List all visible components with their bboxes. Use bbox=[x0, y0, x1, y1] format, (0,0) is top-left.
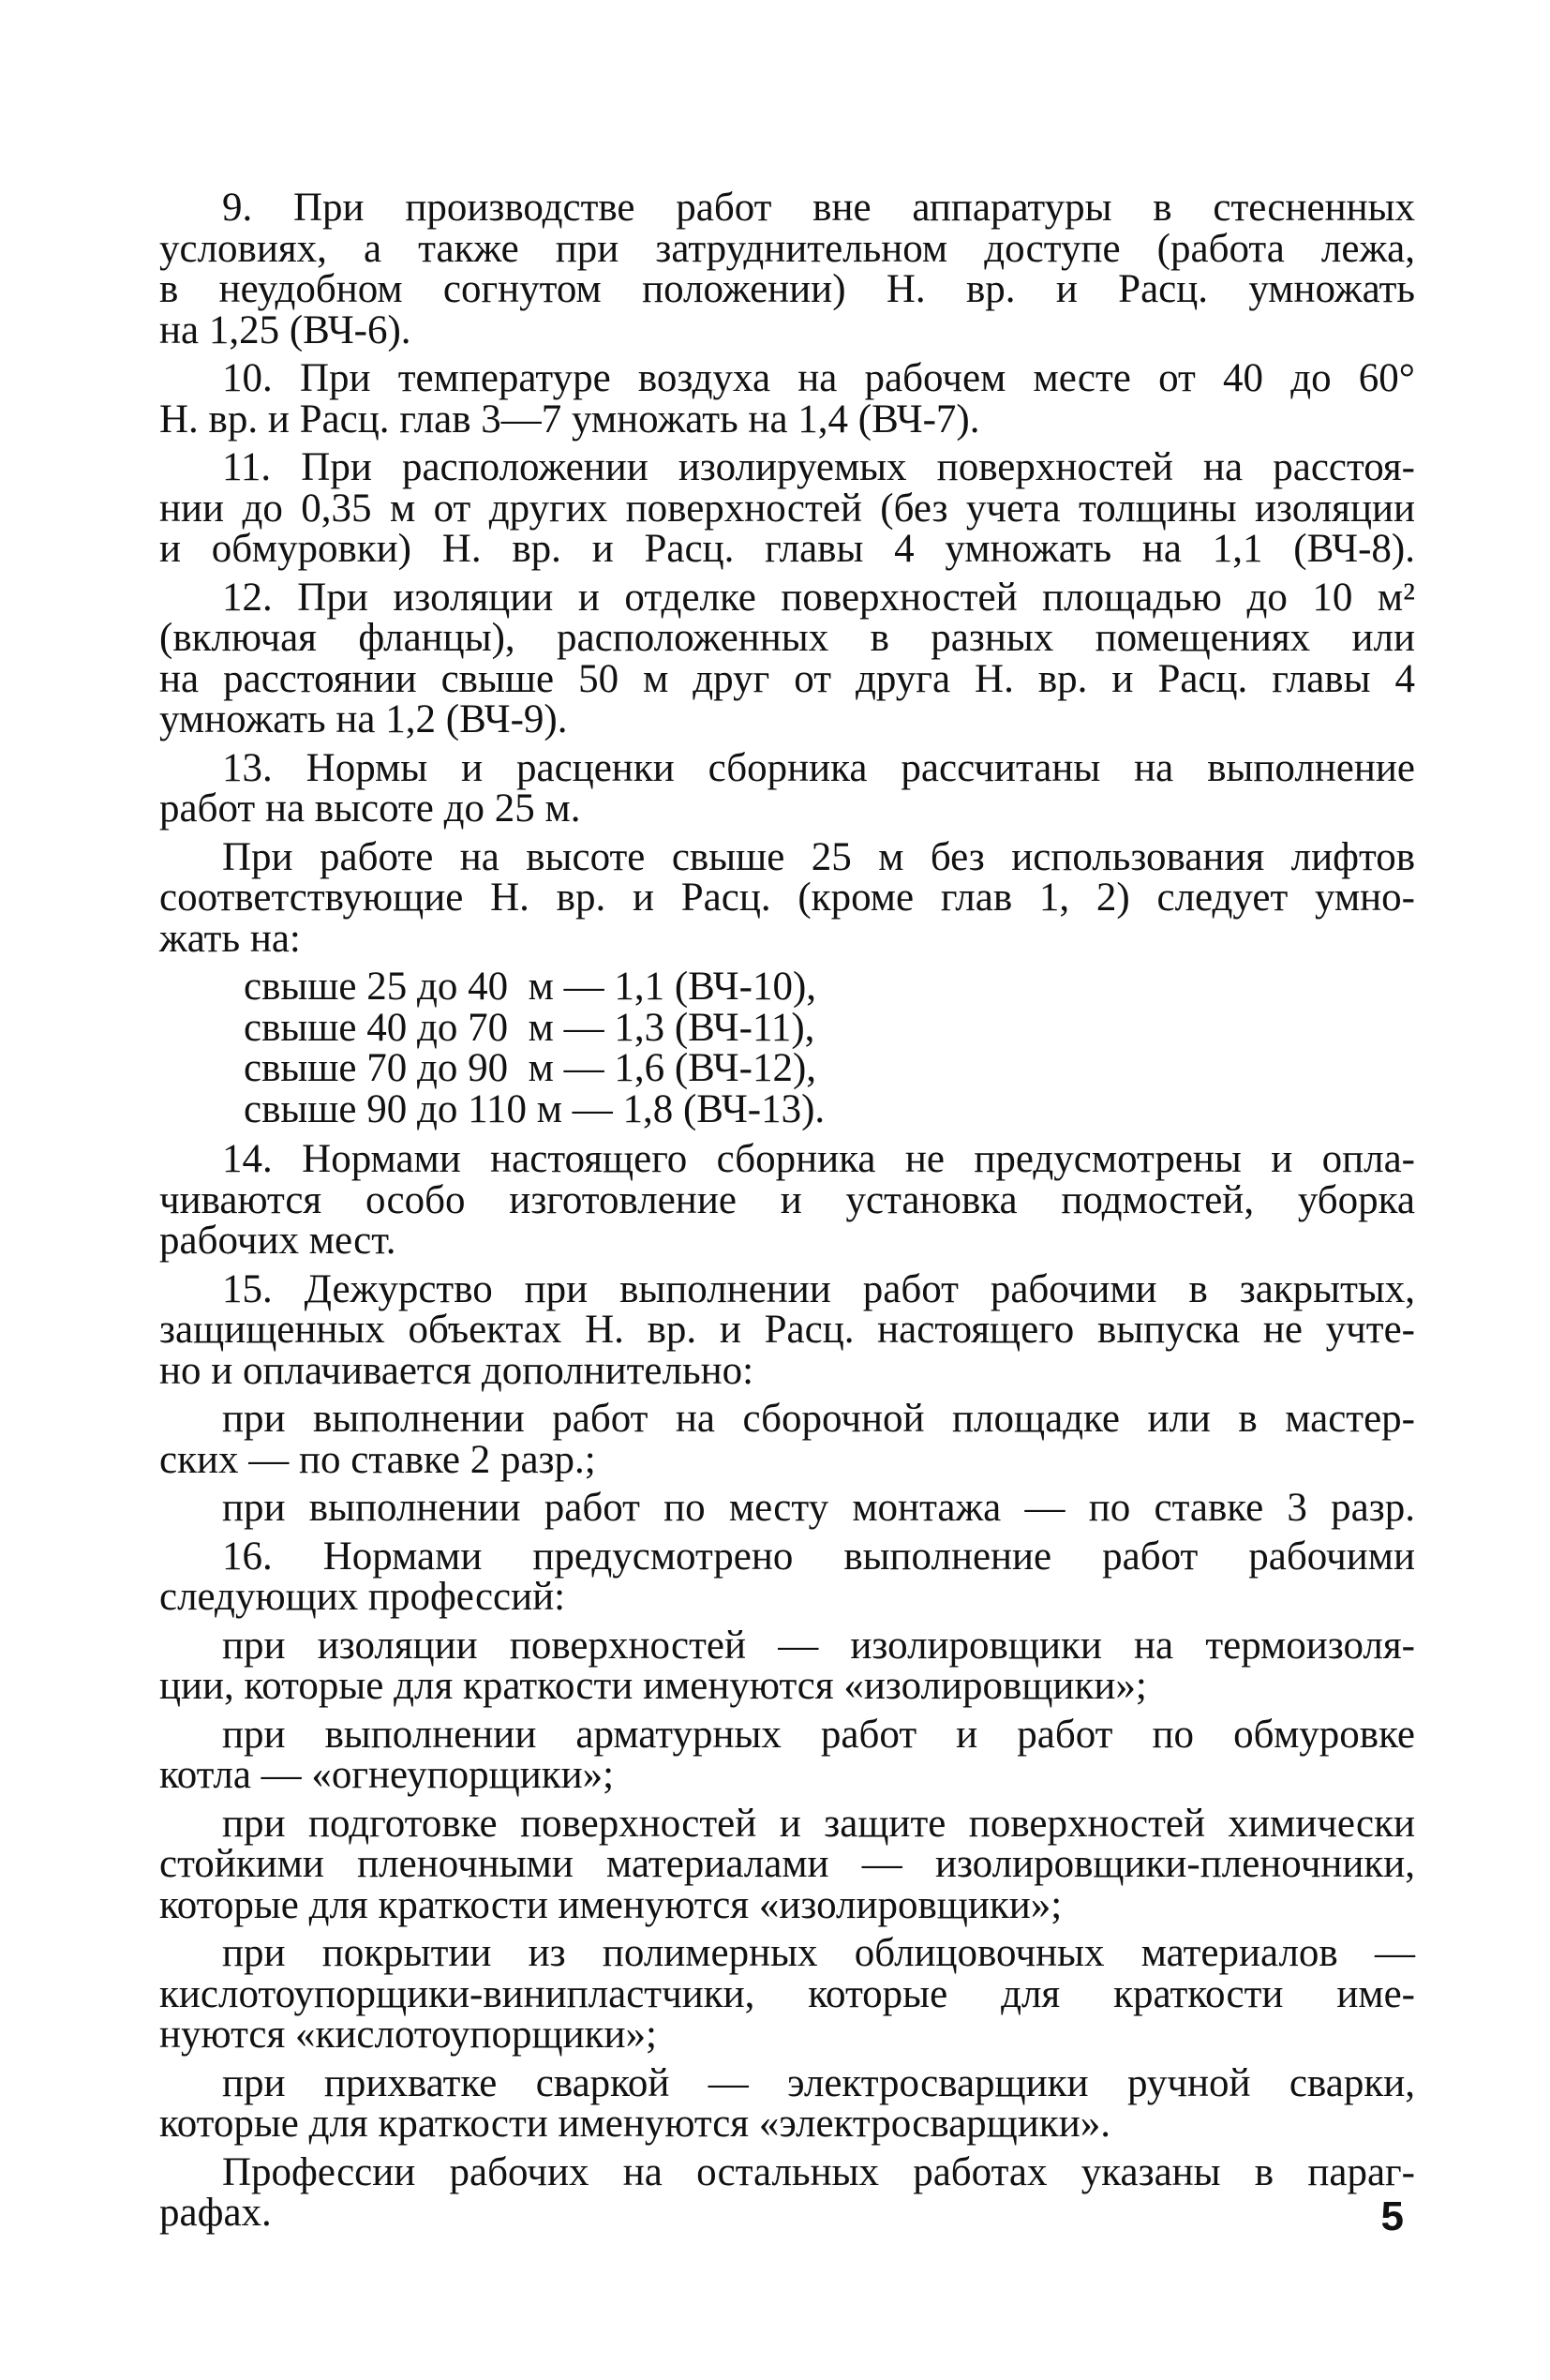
text-line: 16. Нормами предусмотрено выполнение работ рабочими bbox=[222, 1534, 1415, 1579]
paragraph-16 bbox=[159, 1536, 1415, 1618]
paragraph-12 bbox=[159, 577, 1415, 741]
paragraph-13 bbox=[159, 745, 1415, 831]
paragraph-16c bbox=[159, 1801, 1415, 1927]
paragraph-16f bbox=[159, 2149, 1415, 2235]
text-line: которые для краткости именуются «электросварщики». bbox=[159, 2102, 1110, 2146]
text-line: на расстоянии свыше 50 м друг от друга Н. вр. и Расц. главы 4 bbox=[159, 656, 1415, 701]
text-line: в неудобном согнутом положении) Н. вр. и Расц. умножать bbox=[159, 267, 1415, 311]
paragraph-16a bbox=[159, 1625, 1415, 1707]
text-line: при изоляции поверхностей — изолировщики на термоизоля- bbox=[222, 1623, 1415, 1668]
paragraph-15 bbox=[159, 1266, 1415, 1393]
text-line: 10. При температуре воздуха на рабочем месте от 40 до 60° bbox=[222, 356, 1415, 400]
text-line: 9. При производстве работ вне аппаратуры в стесненных bbox=[222, 186, 1415, 230]
multiplier-row: свыше 40 до 70 м — 1,3 (ВЧ-11), bbox=[244, 1005, 815, 1050]
multiplier-row: свыше 90 до 110 м — 1,8 (ВЧ-13). bbox=[244, 1086, 826, 1131]
text-line: нуются «кислотоупорщики»; bbox=[159, 2013, 657, 2057]
text-line: при покрытии из полимерных облицовочных материалов — bbox=[222, 1931, 1415, 1975]
text-line: соответствующие Н. вр. и Расц. (кроме глав 1, 2) следует умно- bbox=[159, 876, 1415, 920]
text-line: ции, которые для краткости именуются «изолировщики»; bbox=[159, 1664, 1147, 1708]
text-line: при выполнении арматурных работ и работ по обмуровке bbox=[222, 1712, 1415, 1757]
text-line: и обмуровки) Н. вр. и Расц. главы 4 умножать на 1,1 (ВЧ-8). bbox=[159, 527, 1415, 571]
text-line: при прихватке сваркой — электросварщики ручной сварки, bbox=[222, 2060, 1415, 2105]
paragraph-11 bbox=[159, 447, 1415, 570]
text-line: рабочих мест. bbox=[159, 1219, 396, 1263]
paragraph-10 bbox=[159, 358, 1415, 440]
paragraph-16b bbox=[159, 1714, 1415, 1796]
page-number: 5 bbox=[1380, 2193, 1404, 2239]
text-line: нии до 0,35 м от других поверхностей (без учета толщины изоляции bbox=[159, 486, 1415, 531]
paragraph-15b bbox=[159, 1488, 1415, 1529]
text-line: 14. Нормами настоящего сборника не предусмотрены и опла- bbox=[222, 1137, 1415, 1181]
text-line: (включая фланцы), расположенных в разных помещениях или bbox=[159, 616, 1415, 660]
text-line: работ на высоте до 25 м. bbox=[159, 786, 581, 831]
multiplier-row: свыше 25 до 40 м — 1,1 (ВЧ-10), bbox=[244, 965, 817, 1009]
paragraph-13-continued bbox=[159, 834, 1415, 961]
text-line: при подготовке поверхностей и защите поверхностей химически bbox=[222, 1801, 1415, 1846]
text-line: жать на: bbox=[159, 916, 301, 961]
multiplier-row: свыше 70 до 90 м — 1,6 (ВЧ-12), bbox=[244, 1046, 817, 1090]
text-line: При работе на высоте свыше 25 м без использования лифтов bbox=[222, 834, 1415, 879]
paragraph-16e bbox=[159, 2060, 1415, 2146]
text-line: которые для краткости именуются «изолировщики»; bbox=[159, 1882, 1063, 1927]
text-line: 13. Нормы и расценки сборника рассчитаны на выполнение bbox=[222, 745, 1415, 790]
text-line: но и оплачивается дополнительно: bbox=[159, 1348, 754, 1393]
text-line: условиях, а также при затруднительном доступе (работа лежа, bbox=[159, 226, 1415, 271]
text-line: стойкими пленочными материалами — изолировщики-пленочники, bbox=[159, 1842, 1415, 1886]
paragraph-14 bbox=[159, 1139, 1415, 1262]
text-line: на 1,25 (ВЧ-6). bbox=[159, 307, 411, 352]
paragraph-9 bbox=[159, 187, 1415, 351]
text-line: кислотоупорщики-винипластчики, которые для краткости име- bbox=[159, 1971, 1415, 2016]
text-line: Н. вр. и Расц. глав 3—7 умножать на 1,4 (ВЧ-7). bbox=[159, 397, 980, 442]
text-line: рафах. bbox=[159, 2191, 272, 2235]
text-line: котла — «огнеупорщики»; bbox=[159, 1753, 615, 1797]
text-line: ских — по ставке 2 разр.; bbox=[159, 1437, 596, 1482]
paragraph-15a bbox=[159, 1399, 1415, 1480]
document-page bbox=[159, 187, 1415, 2241]
height-multipliers-list bbox=[244, 966, 1415, 1130]
text-line: чиваются особо изготовление и установка подмостей, уборка bbox=[159, 1177, 1415, 1222]
text-line: 11. При расположении изолируемых поверхностей на расстоя- bbox=[222, 445, 1415, 489]
text-line: Профессии рабочих на остальных работах указаны в параг- bbox=[222, 2149, 1415, 2194]
text-line: 15. Дежурство при выполнении работ рабочими в закрытых, bbox=[222, 1266, 1415, 1311]
text-line: защищенных объектах Н. вр. и Расц. настоящего выпуска не учте- bbox=[159, 1308, 1415, 1352]
text-line: при выполнении работ на сборочной площадке или в мастер- bbox=[222, 1397, 1415, 1441]
text-line: 12. При изоляции и отделке поверхностей площадью до 10 м² bbox=[222, 575, 1415, 620]
text-line: умножать на 1,2 (ВЧ-9). bbox=[159, 697, 568, 741]
text-line: при выполнении работ по месту монтажа — по ставке 3 разр. bbox=[222, 1486, 1415, 1530]
paragraph-16d bbox=[159, 1933, 1415, 2056]
text-line: следующих профессий: bbox=[159, 1575, 566, 1619]
